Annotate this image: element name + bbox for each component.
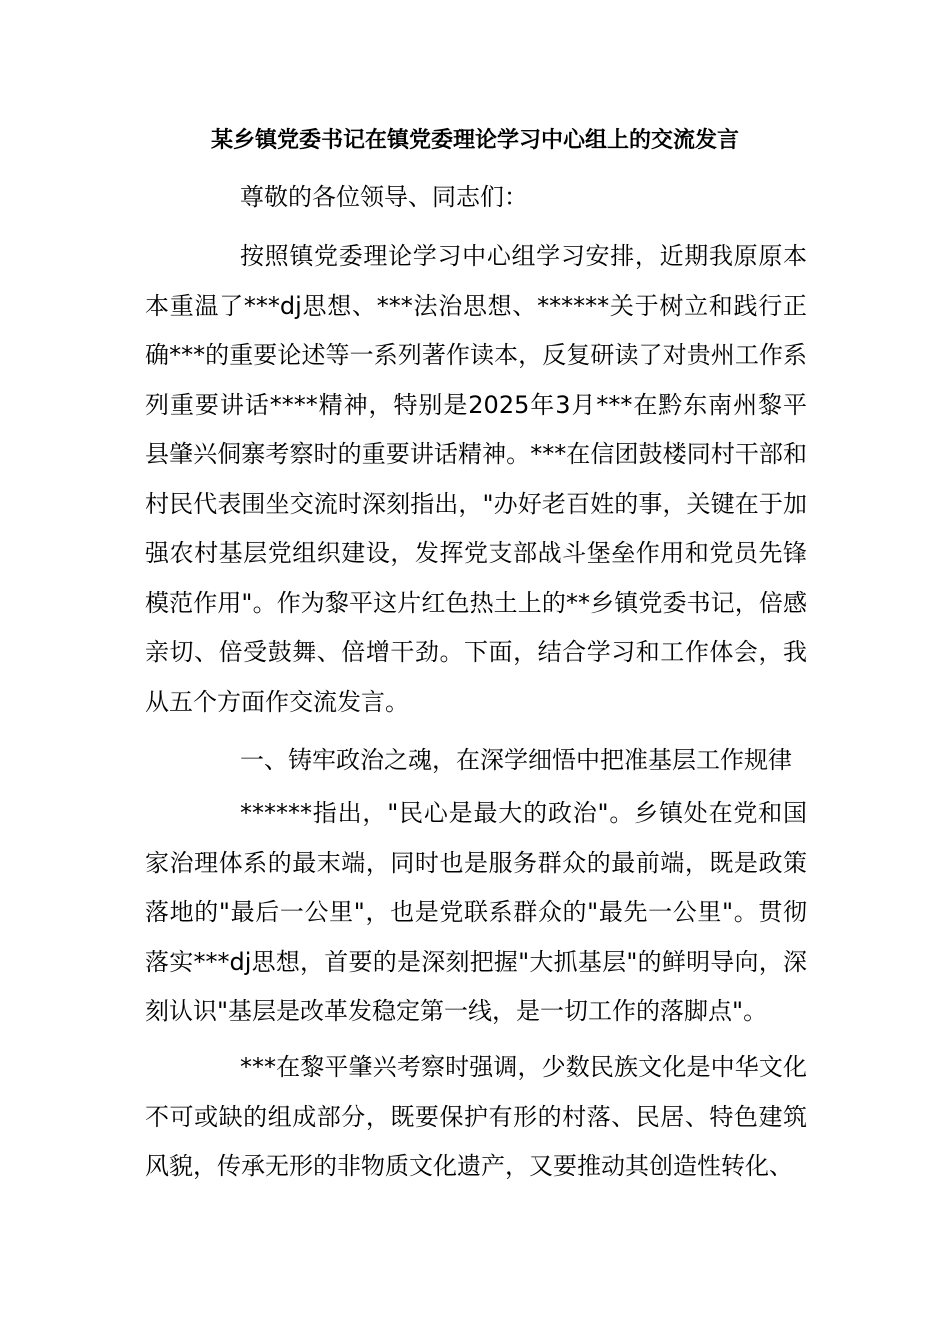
section-heading-1: 一、铸牢政治之魂，在深学细悟中把准基层工作规律 bbox=[240, 746, 792, 774]
document-title: 某乡镇党委书记在镇党委理论学习中心组上的交流发言 bbox=[210, 128, 739, 153]
greeting-line: 尊敬的各位领导、同志们： bbox=[240, 183, 528, 211]
intro-paragraph: 按照镇党委理论学习中心组学习安排，近期我原原本本重温了***dj思想、***法治思想、******关于树立和践行正确***的重要论述等一系列著作读本，反复研读了对贵州工作系列重要讲话****精神，特别是2025年3月***在黔东南州黎平县肇兴侗寨考察时的重要讲话精神。***在信团鼓楼同村干部和村民代表围坐交流时深刻指出，"办好老百姓的事，关键在于加强农村基层党组织建设，发挥党支部战斗堡垒作用和党员先锋模范作用"。作为黎平这片红色热土上的**乡镇党委书记，倍感亲切、倍受鼓舞、倍增干劲。下面，结合学习和工作体会，我从五个方面作交流发言。 bbox=[145, 242, 807, 716]
body-paragraph: ******指出，"民心是最大的政治"。乡镇处在党和国家治理体系的最末端，同时也是服务群众的最前端，既是政策落地的"最后一公里"，也是党联系群众的"最先一公里"。贯彻落实***dj思想，首要的是深刻把握"大抓基层"的鲜明导向，深刻认识"基层是改革发稳定第一线，是一切工作的落脚点"。 bbox=[145, 799, 807, 1025]
body-paragraph: ***在黎平肇兴考察时强调，少数民族文化是中华文化不可或缺的组成部分，既要保护有形的村落、民居、特色建筑风貌，传承无形的非物质文化遗产，又要推动其创造性转化、 bbox=[145, 1053, 807, 1180]
